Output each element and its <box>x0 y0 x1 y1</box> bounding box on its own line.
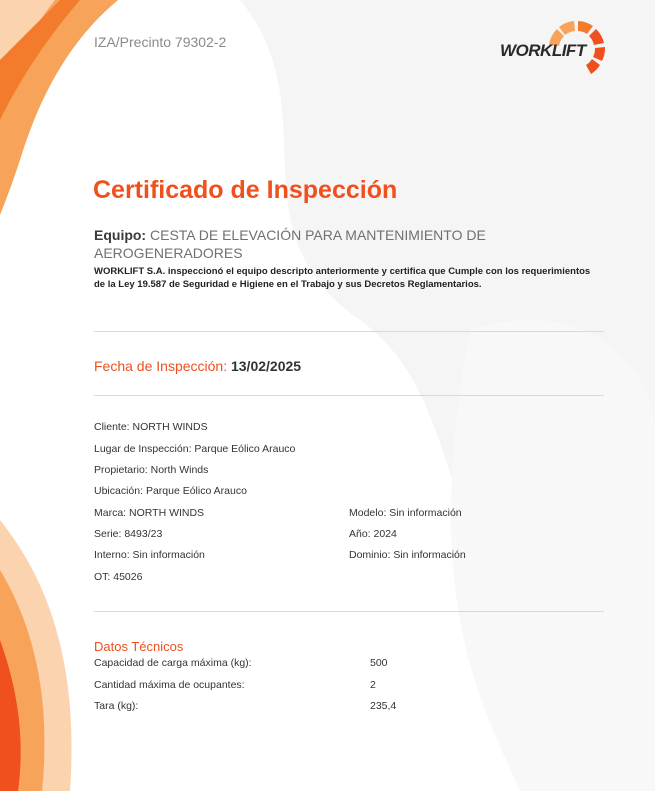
document-code: IZA/Precinto 79302-2 <box>94 34 227 50</box>
tech-row-value: 235,4 <box>370 700 397 712</box>
tech-row-label: Capacidad de carga máxima (kg): <box>94 657 252 669</box>
modelo-field: Modelo: Sin información <box>349 507 462 519</box>
equipo-value: CESTA DE ELEVACIÓN PARA MANTENIMIENTO DE AEROGENERADORES <box>94 227 486 261</box>
tech-row-value: 2 <box>370 679 376 691</box>
fecha-label: Fecha de Inspección: <box>94 358 228 374</box>
dominio-field: Dominio: Sin información <box>349 549 466 561</box>
ot-field: OT: 45026 <box>94 571 143 583</box>
ubicacion-field: Ubicación: Parque Eólico Arauco <box>94 485 247 497</box>
technical-section-title: Datos Técnicos <box>94 639 184 654</box>
marca-field: Marca: NORTH WINDS <box>94 507 205 519</box>
anio-field: Año: 2024 <box>349 528 397 540</box>
interno-field: Interno: Sin información <box>94 549 205 561</box>
fecha-value: 13/02/2025 <box>230 358 302 374</box>
divider <box>94 395 604 396</box>
logo-arc-segment <box>559 21 575 35</box>
logo-arc-segment <box>578 21 593 34</box>
tech-row-label: Cantidad máxima de ocupantes: <box>94 679 245 691</box>
equipment-description <box>94 226 564 262</box>
propietario-field: Propietario: North Winds <box>94 464 209 476</box>
equipo-label: Equipo: <box>94 227 147 243</box>
brand-logo-text: WORKLIFT <box>500 41 586 60</box>
divider <box>94 331 604 332</box>
certification-statement: WORKLIFT S.A. inspeccionó el equipo descripto anteriormente y certifica que Cumple con los requerimientos de la Ley 19.587 de Seguridad e Higiene en el Trabajo y sus Decretos Reglamentarios. <box>94 266 591 290</box>
divider <box>94 611 604 612</box>
logo-arc-segment <box>586 59 600 74</box>
lugar-field: Lugar de Inspección: Parque Eólico Arauco <box>94 443 296 455</box>
logo-arc-segment <box>593 47 605 61</box>
page-title: Certificado de Inspección <box>93 176 398 204</box>
tech-row-label: Tara (kg): <box>94 700 139 712</box>
serie-field: Serie: 8493/23 <box>94 528 163 540</box>
logo-arc-segment <box>589 29 604 45</box>
inspection-date <box>94 358 301 374</box>
tech-row-value: 500 <box>370 657 388 669</box>
cliente-field: Cliente: NORTH WINDS <box>94 421 208 433</box>
